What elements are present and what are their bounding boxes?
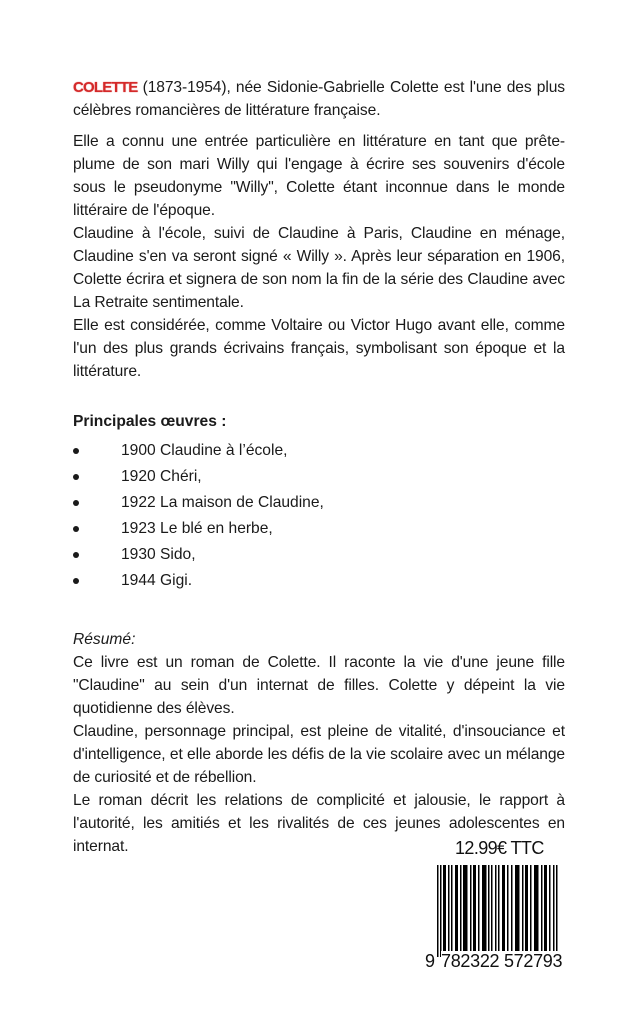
back-cover-text [73, 76, 565, 858]
works-list [73, 438, 565, 594]
list-item [73, 568, 565, 594]
bullet-icon [73, 552, 79, 558]
resume-paragraph-3: Le roman décrit les relations de complicité et jalousie, le rapport à l'autorité, les amitiés et les rivalités de ces jeunes adolescentes en internat. [73, 792, 565, 855]
bullet-icon [73, 448, 79, 454]
author-brand: COLETTE [73, 79, 138, 96]
barcode-icon [437, 865, 558, 957]
resume-label: Résumé: [73, 631, 136, 648]
intro-paragraph [73, 76, 565, 122]
intro-text: (1873-1954), née Sidonie-Gabrielle Colette est l'une des plus célèbres romancières de littérature française. [73, 79, 565, 119]
list-item [73, 464, 565, 490]
works-heading: Principales œuvres : [73, 413, 227, 430]
work-title: 1944 Gigi. [121, 572, 193, 589]
bullet-icon [73, 474, 79, 480]
bullet-icon [73, 526, 79, 532]
work-title: 1900 Claudine à l’école, [121, 442, 288, 459]
work-title: 1920 Chéri, [121, 468, 202, 485]
isbn-first-digit: 9 [425, 951, 436, 971]
bullet-icon [73, 500, 79, 506]
bullet-icon [73, 578, 79, 584]
work-title: 1930 Sido, [121, 546, 196, 563]
work-title: 1923 Le blé en herbe, [121, 520, 273, 537]
resume-paragraph-2: Claudine, personnage principal, est pleine de vitalité, d'insouciance et d'intelligence, et elle aborde les défis de la vie scolaire avec un mélange de curiosité et de rébellion. [73, 723, 565, 786]
bio-paragraph-1: Elle a connu une entrée particulière en littérature en tant que prête-plume de son mari Willy qui l'engage à écrire ses souvenirs d'école sous le pseudonyme "Willy", Colette étant inconnue dans le monde littéraire de l'époque. [73, 133, 565, 219]
list-item [73, 438, 565, 464]
work-title: 1922 La maison de Claudine, [121, 494, 324, 511]
list-item [73, 542, 565, 568]
list-item [73, 516, 565, 542]
bio-paragraph-3: Elle est considérée, comme Voltaire ou Victor Hugo avant elle, comme l'un des plus grands écrivains français, symbolisant son époque et la littérature. [73, 317, 565, 380]
isbn-digits: 782322 572793 [441, 951, 563, 971]
list-item [73, 490, 565, 516]
price-label: 12.99€ TTC [455, 838, 544, 858]
bio-paragraph-2: Claudine à l'école, suivi de Claudine à Paris, Claudine en ménage, Claudine s'en va seront signé « Willy ». Après leur séparation en 1906, Colette écrira et signera de son nom la fin de la série des Claudine avec La Retraite sentimentale. [73, 225, 565, 311]
resume-paragraph-1: Ce livre est un roman de Colette. Il raconte la vie d'une jeune fille "Claudine" au sein d'un internat de filles. Colette y dépeint la vie quotidienne des élèves. [73, 654, 565, 717]
